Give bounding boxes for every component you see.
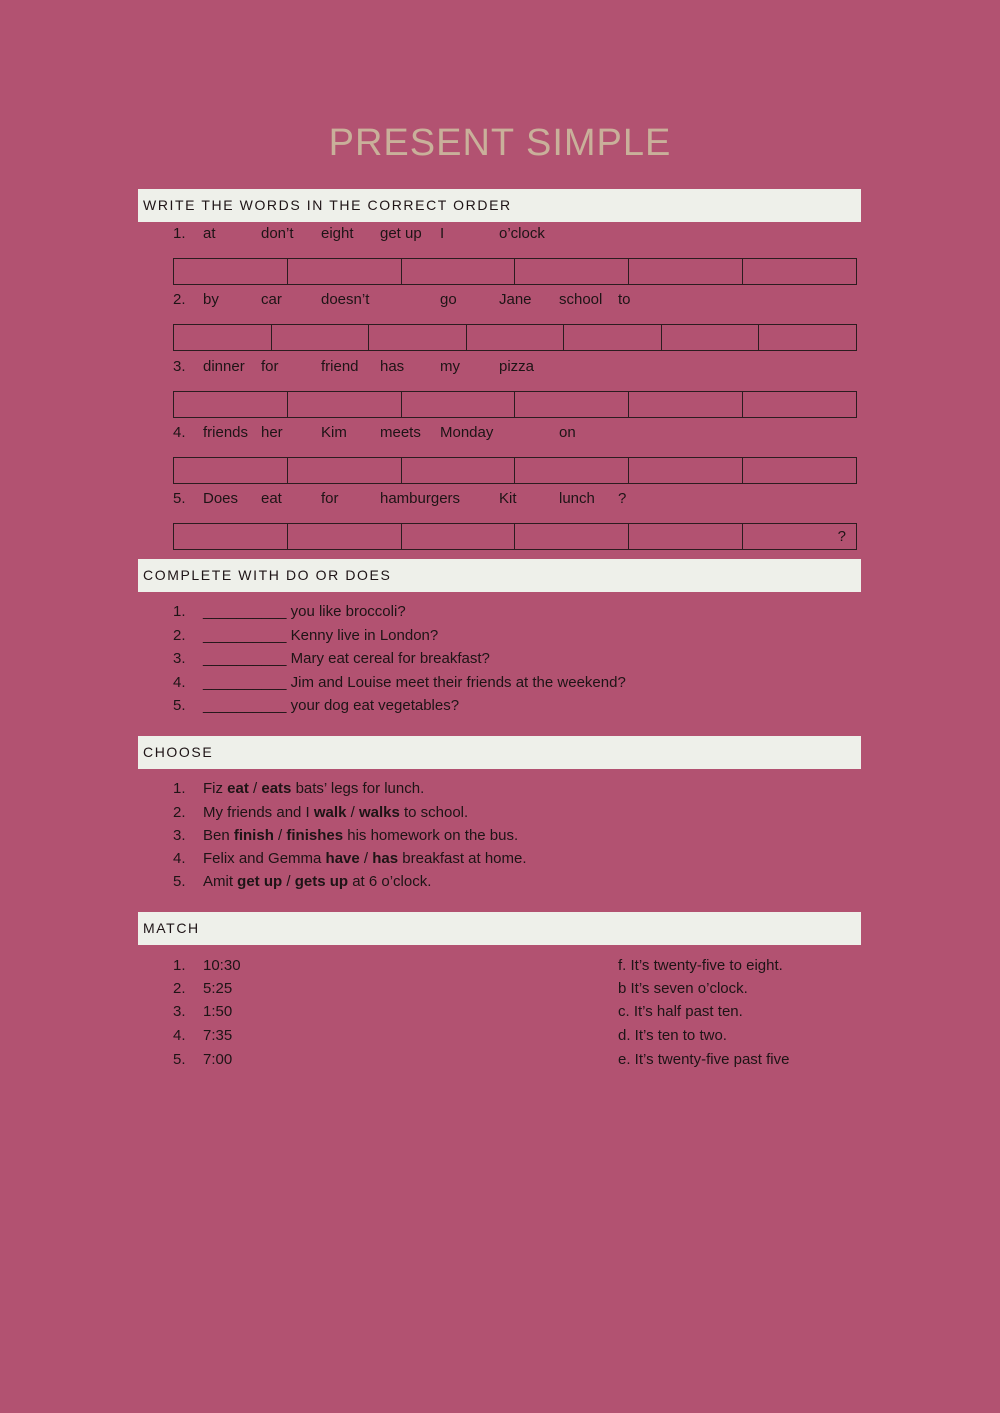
sentence-start: Ben bbox=[203, 827, 234, 844]
word: lunch bbox=[559, 490, 595, 507]
section-header-do-does: COMPLETE WITH DO OR DOES bbox=[138, 559, 861, 592]
sentence bbox=[203, 697, 459, 714]
answer-box[interactable] bbox=[174, 259, 288, 284]
sentence-text: you like broccoli? bbox=[286, 603, 406, 620]
item-number: 5. bbox=[173, 697, 186, 714]
word: on bbox=[559, 424, 576, 441]
option-separator: / bbox=[359, 850, 373, 867]
word: go bbox=[440, 291, 457, 308]
option-separator: / bbox=[346, 804, 359, 821]
item-number: 5. bbox=[173, 873, 186, 890]
item-number: 2. bbox=[173, 804, 186, 821]
answer-box[interactable] bbox=[743, 259, 856, 284]
word: eight bbox=[321, 225, 354, 242]
item-number: 3. bbox=[173, 650, 186, 667]
item-number: 1. bbox=[173, 225, 186, 242]
match-phrase[interactable]: d. It’s ten to two. bbox=[618, 1027, 727, 1044]
option-a[interactable]: get up bbox=[237, 873, 283, 890]
answer-box[interactable] bbox=[402, 392, 516, 417]
word: don’t bbox=[261, 225, 294, 242]
option-separator: / bbox=[273, 827, 287, 844]
word: dinner bbox=[203, 358, 245, 375]
sentence bbox=[203, 674, 626, 691]
sentence-text: your dog eat vegetables? bbox=[286, 697, 460, 714]
sentence-start: Felix and Gemma bbox=[203, 850, 326, 867]
answer-row bbox=[173, 391, 857, 418]
option-b[interactable]: walks bbox=[358, 804, 400, 821]
match-time[interactable]: 7:35 bbox=[203, 1027, 233, 1044]
sentence bbox=[203, 850, 527, 867]
item-number: 3. bbox=[173, 1003, 186, 1020]
answer-box[interactable] bbox=[515, 392, 629, 417]
answer-box-question-mark[interactable]: ? bbox=[837, 528, 846, 545]
word: hamburgers bbox=[380, 490, 461, 507]
match-phrase[interactable]: f. It’s twenty-five to eight. bbox=[618, 957, 783, 974]
sentence bbox=[203, 827, 518, 844]
sentence bbox=[203, 627, 438, 644]
word: o’clock bbox=[499, 225, 545, 242]
answer-box[interactable] bbox=[515, 259, 629, 284]
answer-box[interactable] bbox=[288, 259, 402, 284]
word: at bbox=[203, 225, 216, 242]
answer-box[interactable] bbox=[467, 325, 565, 350]
sentence-text: Jim and Louise meet their friends at the weekend? bbox=[286, 674, 626, 691]
option-b[interactable]: has bbox=[372, 850, 399, 867]
item-number: 4. bbox=[173, 1027, 186, 1044]
answer-box[interactable] bbox=[629, 259, 743, 284]
word: school bbox=[559, 291, 603, 308]
word: Monday bbox=[440, 424, 494, 441]
item-number: 2. bbox=[173, 627, 186, 644]
option-b[interactable]: eats bbox=[261, 780, 292, 797]
option-a[interactable]: walk bbox=[313, 804, 347, 821]
item-number: 5. bbox=[173, 490, 186, 507]
answer-row bbox=[173, 324, 857, 351]
word: for bbox=[261, 358, 279, 375]
blank-line[interactable]: __________ bbox=[203, 674, 287, 691]
answer-box[interactable] bbox=[402, 458, 516, 483]
answer-box[interactable] bbox=[629, 524, 743, 549]
sentence bbox=[203, 873, 431, 890]
answer-row bbox=[173, 258, 857, 285]
sentence-start: Fiz bbox=[203, 780, 228, 797]
sentence bbox=[203, 780, 424, 797]
word: get up bbox=[380, 225, 422, 242]
answer-box[interactable] bbox=[662, 325, 760, 350]
sentence-end: to school. bbox=[399, 804, 469, 821]
item-number: 5. bbox=[173, 1051, 186, 1068]
answer-box[interactable] bbox=[743, 458, 856, 483]
match-time[interactable]: 5:25 bbox=[203, 980, 233, 997]
answer-box[interactable] bbox=[288, 458, 402, 483]
answer-box[interactable] bbox=[759, 325, 856, 350]
word: my bbox=[440, 358, 460, 375]
word: meets bbox=[380, 424, 421, 441]
answer-box[interactable] bbox=[288, 392, 402, 417]
sentence-text: Mary eat cereal for breakfast? bbox=[286, 650, 490, 667]
item-number: 2. bbox=[173, 980, 186, 997]
item-number: 2. bbox=[173, 291, 186, 308]
answer-box[interactable] bbox=[174, 325, 272, 350]
word: has bbox=[380, 358, 405, 375]
match-phrase[interactable]: c. It’s half past ten. bbox=[618, 1003, 743, 1020]
answer-box[interactable] bbox=[629, 458, 743, 483]
sentence bbox=[203, 804, 468, 821]
word: her bbox=[261, 424, 283, 441]
option-b[interactable]: finishes bbox=[286, 827, 344, 844]
word: friends bbox=[203, 424, 249, 441]
sentence bbox=[203, 650, 490, 667]
item-number: 4. bbox=[173, 850, 186, 867]
match-time[interactable]: 1:50 bbox=[203, 1003, 233, 1020]
word: to bbox=[618, 291, 631, 308]
item-number: 3. bbox=[173, 358, 186, 375]
word: car bbox=[261, 291, 282, 308]
sentence-start: My friends and I bbox=[203, 804, 314, 821]
match-phrase[interactable]: b It’s seven o’clock. bbox=[618, 980, 748, 997]
item-number: 1. bbox=[173, 603, 186, 620]
sentence-end: his homework on the bus. bbox=[343, 827, 519, 844]
answer-box[interactable] bbox=[272, 325, 370, 350]
blank-line[interactable]: __________ bbox=[203, 697, 287, 714]
answer-box[interactable] bbox=[174, 524, 288, 549]
blank-line[interactable]: __________ bbox=[203, 650, 287, 667]
answer-box[interactable] bbox=[743, 392, 856, 417]
word: friend bbox=[321, 358, 359, 375]
page-title: PRESENT SIMPLE bbox=[328, 122, 672, 164]
item-number: 4. bbox=[173, 424, 186, 441]
match-phrase[interactable]: e. It’s twenty-five past five bbox=[618, 1051, 790, 1068]
sentence bbox=[203, 603, 406, 620]
answer-box[interactable] bbox=[515, 458, 629, 483]
answer-box[interactable] bbox=[402, 259, 516, 284]
answer-box[interactable] bbox=[369, 325, 467, 350]
option-a[interactable]: eat bbox=[227, 780, 249, 797]
answer-row bbox=[173, 523, 857, 550]
match-time[interactable]: 10:30 bbox=[203, 957, 241, 974]
answer-box[interactable] bbox=[515, 524, 629, 549]
word: ? bbox=[618, 490, 627, 507]
word: I bbox=[440, 225, 445, 242]
word: Kim bbox=[321, 424, 347, 441]
option-b[interactable]: gets up bbox=[294, 873, 349, 890]
sentence-end: at 6 o’clock. bbox=[348, 873, 432, 890]
section-header-match: MATCH bbox=[138, 912, 861, 945]
word: pizza bbox=[499, 358, 535, 375]
item-number: 1. bbox=[173, 957, 186, 974]
word: Kit bbox=[499, 490, 517, 507]
answer-box[interactable] bbox=[174, 392, 288, 417]
answer-box[interactable] bbox=[288, 524, 402, 549]
section-header-order: WRITE THE WORDS IN THE CORRECT ORDER bbox=[138, 189, 861, 222]
sentence-end: bats’ legs for lunch. bbox=[291, 780, 425, 797]
sentence-start: Amit bbox=[203, 873, 238, 890]
word: eat bbox=[261, 490, 282, 507]
sentence-end: breakfast at home. bbox=[398, 850, 527, 867]
item-number: 1. bbox=[173, 780, 186, 797]
blank-line[interactable]: __________ bbox=[203, 627, 287, 644]
option-a[interactable]: have bbox=[325, 850, 360, 867]
word: for bbox=[321, 490, 339, 507]
word: Jane bbox=[499, 291, 532, 308]
answer-row bbox=[173, 457, 857, 484]
word: Does bbox=[203, 490, 239, 507]
item-number: 3. bbox=[173, 827, 186, 844]
option-a[interactable]: finish bbox=[233, 827, 274, 844]
word: doesn’t bbox=[321, 291, 370, 308]
option-separator: / bbox=[282, 873, 295, 890]
option-separator: / bbox=[248, 780, 262, 797]
answer-box[interactable] bbox=[402, 524, 516, 549]
answer-box[interactable] bbox=[564, 325, 662, 350]
word: by bbox=[203, 291, 219, 308]
item-number: 4. bbox=[173, 674, 186, 691]
section-header-choose: CHOOSE bbox=[138, 736, 861, 769]
blank-line[interactable]: __________ bbox=[203, 603, 287, 620]
sentence-text: Kenny live in London? bbox=[286, 627, 439, 644]
answer-box[interactable] bbox=[174, 458, 288, 483]
answer-box[interactable] bbox=[629, 392, 743, 417]
match-time[interactable]: 7:00 bbox=[203, 1051, 233, 1068]
